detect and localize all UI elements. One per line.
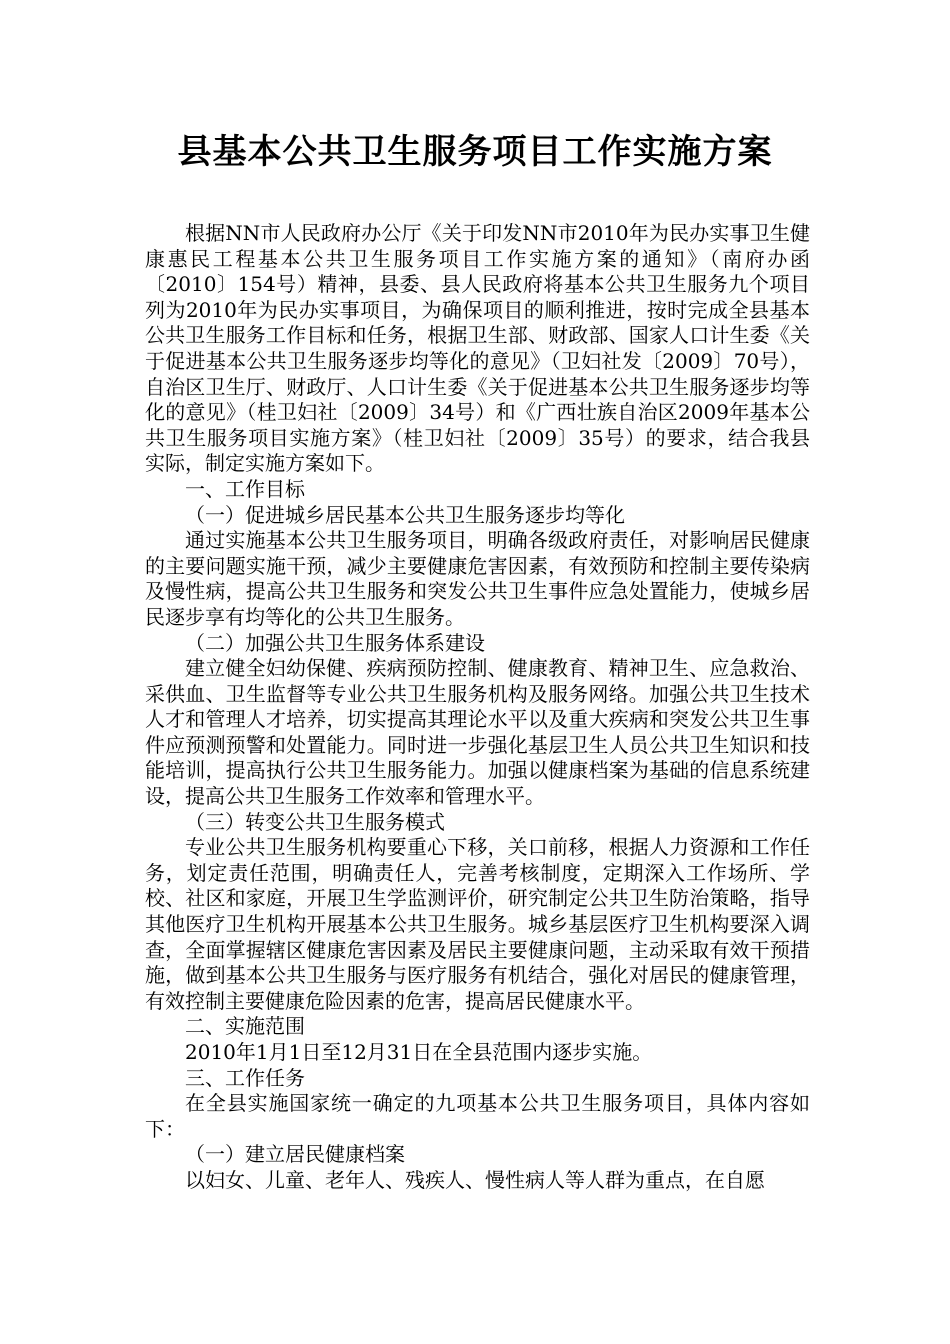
document-title: 县基本公共卫生服务项目工作实施方案 — [177, 132, 773, 172]
paragraph-scope: 2010年1月1日至12月31日在全县范围内逐步实施。 — [185, 1040, 653, 1064]
paragraph-system-building: 建立健全妇幼保健、疾病预防控制、健康教育、精神卫生、应急救治、采供血、卫生监督等专业公共卫生服务机构及服务网络。加强公共卫生技术人才和管理人才培养，切实提高其理论水平以及重大疾病和突发公共卫生事件应预测预警和处置能力。同时进一步强化基层卫生人员公共卫生知识和技能培训，提高执行公共卫生服务能力。加强以健康档案为基础的信息系统建设，提高公共卫生服务工作效率和管理水平。 — [145, 656, 810, 809]
section-heading-scope: 二、实施范围 — [185, 1014, 305, 1039]
intro-paragraph: 根据NN市人民政府办公厅《关于印发NN市2010年为民办实事卫生健康惠民工程基本公共卫生服务项目工作实施方案的通知》（南府办函〔2010〕154号）精神，县委、县人民政府将基本公共卫生服务九个项目列为2010年为民办实事项目，为确保项目的顺利推进，按时完成全县基本公共卫生服务工作目标和任务，根据卫生部、财政部、国家人口计生委《关于促进基本公共卫生服务逐步均等化的意见》（卫妇社发〔2009〕70号），自治区卫生厅、财政厅、人口计生委《关于促进基本公共卫生服务逐步均等化的意见》（桂卫妇社〔2009〕34号）和《广西壮族自治区2009年基本公共卫生服务项目实施方案》（桂卫妇社〔2009〕35号）的要求，结合我县实际，制定实施方案如下。 — [145, 221, 810, 476]
paragraph-equalization: 通过实施基本公共卫生服务项目，明确各级政府责任，对影响居民健康的主要问题实施干预，减少主要健康危害因素，有效预防和控制主要传染病及慢性病，提高公共卫生服务和突发公共卫生事件应急处置能力，使城乡居民逐步享有均等化的公共卫生服务。 — [145, 528, 810, 629]
document-body — [145, 221, 810, 1194]
paragraph-tasks: 在全县实施国家统一确定的九项基本公共卫生服务项目，具体内容如下： — [145, 1091, 810, 1141]
section-heading-goals: 一、工作目标 — [185, 476, 305, 501]
subheading-system-building: （二）加强公共卫生服务体系建设 — [185, 630, 485, 655]
paragraph-health-records: 以妇女、儿童、老年人、残疾人、慢性病人等人群为重点，在自愿 — [185, 1167, 765, 1192]
subheading-health-records: （一）建立居民健康档案 — [185, 1142, 405, 1167]
subheading-service-mode: （三）转变公共卫生服务模式 — [185, 809, 445, 834]
subheading-equalization: （一）促进城乡居民基本公共卫生服务逐步均等化 — [185, 502, 625, 527]
paragraph-service-mode: 专业公共卫生服务机构要重心下移，关口前移，根据人力资源和工作任务，划定责任范围，明确责任人，完善考核制度，定期深入工作场所、学校、社区和家庭，开展卫生学监测评价，研究制定公共卫生防治策略，指导其他医疗卫生机构开展基本公共卫生服务。城乡基层医疗卫生机构要深入调查，全面掌握辖区健康危害因素及居民主要健康问题，主动采取有效干预措施，做到基本公共卫生服务与医疗服务有机结合，强化对居民的健康管理，有效控制主要健康危险因素的危害，提高居民健康水平。 — [145, 835, 810, 1013]
section-heading-tasks: 三、工作任务 — [185, 1065, 305, 1090]
